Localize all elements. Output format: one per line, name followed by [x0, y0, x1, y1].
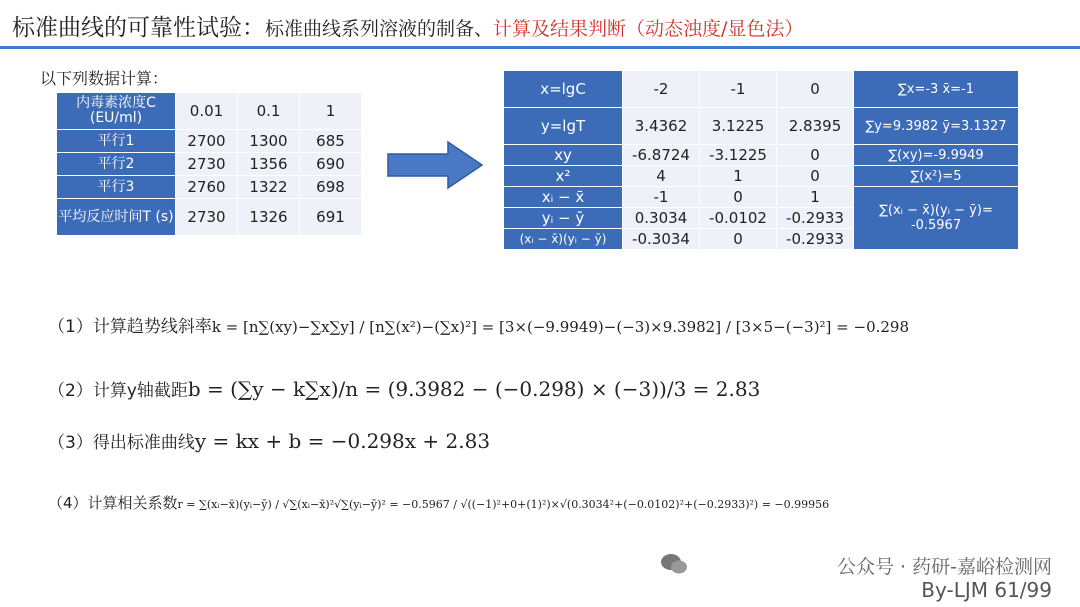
cell: 685	[300, 130, 362, 153]
title-main: 标准曲线的可靠性试验：	[12, 15, 265, 41]
title-sub: 标准曲线系列溶液的制备、	[265, 18, 494, 40]
intro-text: 以下列数据计算：	[40, 69, 169, 88]
row-label: 平均反应时间T (s)	[57, 199, 176, 236]
cell: -6.8724	[623, 145, 700, 166]
row-label: y=lgT	[504, 108, 623, 145]
row-label: x=lgC	[504, 71, 623, 108]
formula-label: （2）计算y轴截距	[48, 381, 188, 401]
cell: -0.3034	[623, 229, 700, 250]
cell: 3.4362	[623, 108, 700, 145]
sum-cell: ∑(x²)=5	[854, 166, 1019, 187]
cell: 0.01	[176, 93, 238, 130]
cell: 691	[300, 199, 362, 236]
cell: 0	[700, 229, 777, 250]
row-label: 内毒素浓度C (EU/ml)	[57, 93, 176, 130]
row-label: (xᵢ − x̄)(yᵢ − ȳ)	[504, 229, 623, 250]
row-label: 平行1	[57, 130, 176, 153]
calculation-table	[503, 70, 1019, 250]
cell: -2	[623, 71, 700, 108]
sum-cell: ∑y=9.3982 ȳ=3.1327	[854, 108, 1019, 145]
cell: 698	[300, 176, 362, 199]
cell: 690	[300, 153, 362, 176]
table-row	[504, 145, 1019, 166]
formula-curve	[48, 428, 490, 453]
cell: -3.1225	[700, 145, 777, 166]
cell: 2760	[176, 176, 238, 199]
cell: 1300	[238, 130, 300, 153]
cell: -0.2933	[777, 229, 854, 250]
page-label: By-LJM 61/99	[921, 578, 1052, 602]
table-row	[57, 130, 362, 153]
formula-intercept	[48, 376, 760, 401]
row-label: x²	[504, 166, 623, 187]
formula-label: （1）计算趋势线斜率	[48, 317, 212, 337]
merged-sum-cell: ∑(xᵢ − x̄)(yᵢ − ȳ)= -0.5967	[854, 187, 1019, 250]
formula-math: r = ∑(xᵢ−x̄)(yᵢ−ȳ) / √∑(xᵢ−x̄)²√∑(yᵢ−ȳ)² = −0.5967 / √((−1)²+0+(1)²)×√(0.3034²+(−0.0102)²+(−0.2933)²) = −0.99956	[177, 498, 830, 511]
cell: 2730	[176, 153, 238, 176]
formula-label: （4）计算相关系数	[48, 494, 178, 512]
cell: 1322	[238, 176, 300, 199]
cell: 1	[777, 187, 854, 208]
cell: 2.8395	[777, 108, 854, 145]
cell: 1326	[238, 199, 300, 236]
cell: 0.1	[238, 93, 300, 130]
row-label: xy	[504, 145, 623, 166]
table-row	[504, 71, 1019, 108]
cell: 0	[777, 71, 854, 108]
row-label: 平行3	[57, 176, 176, 199]
cell: -0.2933	[777, 208, 854, 229]
cell: 0	[700, 187, 777, 208]
sum-cell: ∑(xy)=-9.9949	[854, 145, 1019, 166]
title-divider	[0, 46, 1080, 49]
formula-math: b = (∑y − k∑x)/n = (9.3982 − (−0.298) × (−3))/3 = 2.83	[187, 377, 761, 401]
formula-correlation	[48, 492, 829, 513]
table-row	[504, 108, 1019, 145]
formula-math: y = kx + b = −0.298x + 2.83	[194, 429, 491, 453]
page-title	[12, 9, 803, 42]
cell: -1	[623, 187, 700, 208]
title-highlight: 计算及结果判断（动态浊度/显色法）	[493, 18, 804, 40]
cell: 1	[700, 166, 777, 187]
row-label: xᵢ − x̄	[504, 187, 623, 208]
cell: 0	[777, 145, 854, 166]
wechat-icon	[660, 553, 688, 575]
cell: 0.3034	[623, 208, 700, 229]
sum-cell: ∑x=-3 x̄=-1	[854, 71, 1019, 108]
watermark: 公众号 · 药研-嘉峪检测网	[837, 556, 1052, 578]
right-arrow-icon	[386, 140, 486, 190]
table-row	[57, 176, 362, 199]
row-label: 平行2	[57, 153, 176, 176]
cell: 2700	[176, 130, 238, 153]
cell: 0	[777, 166, 854, 187]
table-row	[57, 93, 362, 130]
table-row	[504, 166, 1019, 187]
cell: 1	[300, 93, 362, 130]
raw-data-table	[56, 92, 362, 236]
formula-slope	[48, 312, 909, 337]
table-row	[57, 199, 362, 236]
table-row	[504, 187, 1019, 208]
formula-label: （3）得出标准曲线	[48, 433, 195, 453]
formula-math: k = [n∑(xy)−∑x∑y] / [n∑(x²)−(∑x)²] = [3×(−9.9949)−(−3)×9.3982] / [3×5−(−3)²] = −0.298	[211, 318, 910, 336]
cell: 1356	[238, 153, 300, 176]
table-row	[57, 153, 362, 176]
cell: 2730	[176, 199, 238, 236]
row-label: yᵢ − ȳ	[504, 208, 623, 229]
cell: -1	[700, 71, 777, 108]
cell: 4	[623, 166, 700, 187]
cell: 3.1225	[700, 108, 777, 145]
cell: -0.0102	[700, 208, 777, 229]
